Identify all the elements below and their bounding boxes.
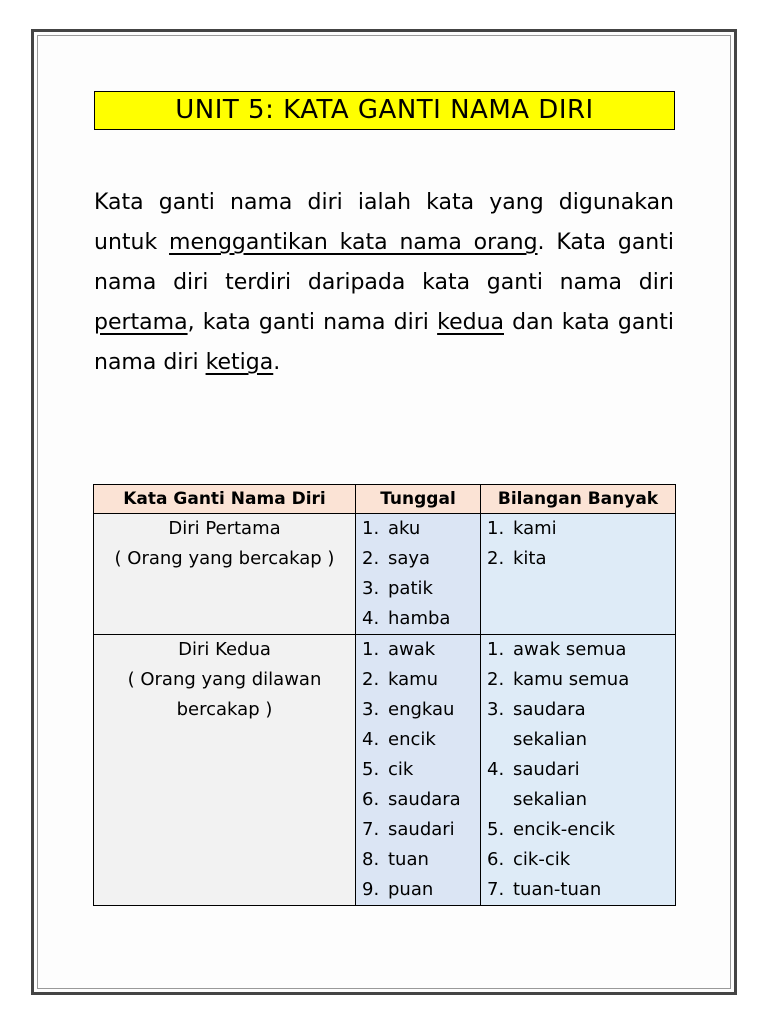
item-number: 6. (487, 849, 505, 870)
list-item (487, 665, 675, 695)
category-cell (94, 514, 356, 635)
item-number: 1. (362, 518, 380, 539)
item-number: 5. (362, 759, 380, 780)
item-text: kamu semua (513, 669, 630, 690)
list-item (362, 875, 480, 905)
item-text: saudari (388, 819, 455, 840)
item-number: 4. (487, 759, 505, 780)
list-item (487, 875, 675, 905)
item-number: 3. (362, 699, 380, 720)
list-item (362, 635, 480, 665)
item-text: saudara (513, 699, 586, 720)
item-number: 2. (362, 548, 380, 569)
item-text: engkau (388, 699, 455, 720)
tunggal-list (356, 514, 480, 634)
item-text: aku (388, 518, 421, 539)
item-text: encik (388, 729, 436, 750)
paragraph-text: Kata ganti nama diri ialah kata yang digunakan untuk (94, 190, 674, 255)
tunggal-list-cell (356, 635, 481, 906)
item-number: 4. (362, 729, 380, 750)
banyak-list-cell (481, 514, 676, 635)
list-item (362, 544, 480, 574)
list-item (487, 815, 675, 845)
item-text: awak semua (513, 639, 627, 660)
list-item (362, 514, 480, 544)
pronoun-table (93, 484, 676, 906)
item-number: 1. (487, 518, 505, 539)
item-number: 4. (362, 608, 380, 629)
list-item (362, 725, 480, 755)
category-note: ( Orang yang dilawan bercakap ) (127, 669, 322, 720)
page-title: UNIT 5: KATA GANTI NAMA DIRI (94, 91, 675, 130)
item-text: cik (388, 759, 414, 780)
item-number: 5. (487, 819, 505, 840)
list-item (362, 815, 480, 845)
banyak-list (481, 514, 675, 574)
item-number: 8. (362, 849, 380, 870)
list-item (487, 755, 675, 785)
underlined-term-pertama: pertama (94, 310, 188, 335)
item-text: kita (513, 548, 547, 569)
item-text: sekalian (513, 789, 588, 810)
item-number: 3. (487, 699, 505, 720)
item-number: 1. (362, 639, 380, 660)
item-number: 2. (487, 669, 505, 690)
item-text: tuan-tuan (513, 879, 602, 900)
item-number: 2. (487, 548, 505, 569)
paragraph-text: . (273, 350, 281, 375)
banyak-list-cell (481, 635, 676, 906)
item-text: kami (513, 518, 557, 539)
list-item (487, 725, 675, 755)
header-tunggal: Tunggal (356, 485, 481, 514)
item-number: 9. (362, 879, 380, 900)
category-label: Diri Kedua (178, 639, 271, 660)
item-number: 7. (487, 879, 505, 900)
list-item (487, 695, 675, 725)
item-text: sekalian (513, 729, 588, 750)
category-label: Diri Pertama (168, 518, 281, 539)
item-text: hamba (388, 608, 451, 629)
table-row (94, 514, 676, 635)
paragraph-text: , kata ganti nama diri (187, 310, 438, 335)
item-text: awak (388, 639, 436, 660)
item-number: 6. (362, 789, 380, 810)
item-number: 2. (362, 669, 380, 690)
intro-paragraph (94, 183, 674, 383)
item-text: patik (388, 578, 433, 599)
header-kata-ganti: Kata Ganti Nama Diri (94, 485, 356, 514)
list-item (362, 695, 480, 725)
item-text: encik-encik (513, 819, 616, 840)
list-item (362, 574, 480, 604)
underlined-phrase: menggantikan kata nama orang (169, 230, 538, 255)
item-text: saudara (388, 789, 461, 810)
item-number: 7. (362, 819, 380, 840)
category-cell (94, 635, 356, 906)
table-header-row (94, 485, 676, 514)
tunggal-list (356, 635, 480, 905)
item-text: cik-cik (513, 849, 571, 870)
item-text: saudari (513, 759, 580, 780)
item-text: kamu (388, 669, 439, 690)
item-text: puan (388, 879, 434, 900)
header-bilangan-banyak: Bilangan Banyak (481, 485, 676, 514)
tunggal-list-cell (356, 514, 481, 635)
banyak-list (481, 635, 675, 905)
list-item (362, 755, 480, 785)
list-item (362, 845, 480, 875)
underlined-term-ketiga: ketiga (205, 350, 274, 375)
list-item (487, 514, 675, 544)
paragraph-text: dan kata ganti nama diri (94, 310, 674, 375)
item-number: 1. (487, 639, 505, 660)
paragraph-text: . Kata ganti nama diri terdiri daripada kata ganti nama diri (94, 230, 674, 295)
item-text: tuan (388, 849, 429, 870)
list-item (487, 544, 675, 574)
list-item (362, 785, 480, 815)
list-item (487, 845, 675, 875)
list-item (362, 665, 480, 695)
list-item (362, 604, 480, 634)
table-row (94, 635, 676, 906)
list-item (487, 635, 675, 665)
item-number: 3. (362, 578, 380, 599)
underlined-term-kedua: kedua (437, 310, 504, 335)
category-note: ( Orang yang bercakap ) (114, 548, 335, 569)
list-item (487, 785, 675, 815)
item-text: saya (388, 548, 431, 569)
